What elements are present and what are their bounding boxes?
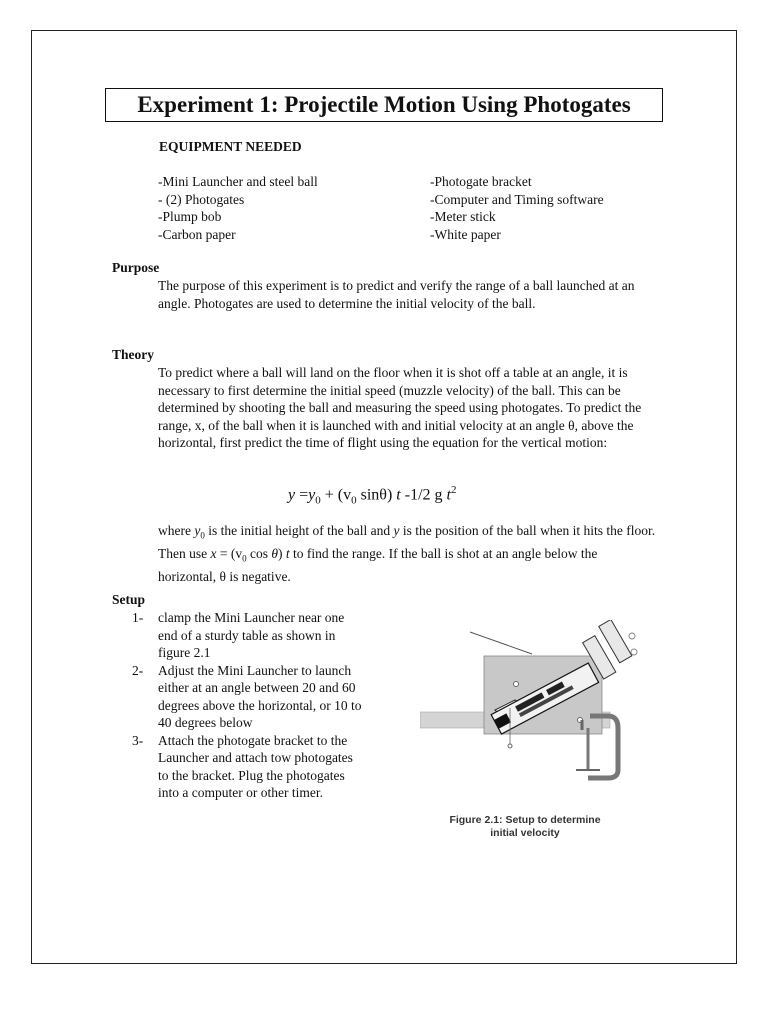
where-y0-sub: 0 bbox=[200, 530, 205, 541]
eq-t2: t bbox=[446, 486, 451, 504]
where-y: y bbox=[393, 523, 400, 538]
where-x: x bbox=[210, 546, 217, 562]
where-text: is the position of the ball when it hits the floor. Then use bbox=[158, 523, 656, 562]
where-text: to find the range. If the ball is shot at an angle below the horizontal, θ is negative. bbox=[158, 546, 598, 585]
title-box bbox=[105, 88, 663, 122]
equipment-item: -Photogate bracket bbox=[430, 174, 532, 189]
equipment-item: -Carbon paper bbox=[158, 226, 236, 242]
eq-y: y bbox=[288, 486, 296, 504]
range-explanation bbox=[158, 522, 658, 586]
eq-y0: y bbox=[308, 486, 316, 504]
equipment-item: -White paper bbox=[430, 226, 501, 242]
where-v0-sub: 0 bbox=[242, 553, 247, 564]
equipment-list-right bbox=[430, 173, 604, 243]
where-text: = (v bbox=[216, 546, 243, 562]
where-text: is the initial height of the ball and bbox=[204, 523, 394, 538]
step-number: 3- bbox=[132, 732, 144, 748]
eq-equals: = bbox=[295, 486, 309, 504]
vertical-motion-equation bbox=[288, 484, 456, 507]
equipment-item: -Mini Launcher and steel ball bbox=[158, 174, 318, 189]
figure-caption-line: initial velocity bbox=[490, 827, 560, 839]
setup-steps bbox=[132, 609, 372, 802]
figure-caption bbox=[430, 814, 620, 840]
equipment-item: -Computer and Timing software bbox=[430, 191, 604, 207]
ramrod-line bbox=[470, 632, 532, 654]
purpose-heading: Purpose bbox=[112, 260, 160, 275]
where-y0: y bbox=[194, 523, 201, 538]
step-text: Attach the photogate bracket to the Launcher and attach tow photogates to the bracket. Plug the photogates into a computer or other timer. bbox=[158, 732, 353, 800]
where-text: where bbox=[158, 523, 195, 538]
setup-heading: Setup bbox=[112, 592, 146, 607]
where-text: ) bbox=[277, 546, 286, 562]
setup-step bbox=[132, 732, 372, 802]
equipment-heading: EQUIPMENT NEEDED bbox=[159, 139, 302, 154]
setup-step bbox=[132, 662, 372, 732]
purpose-text: The purpose of this experiment is to predict and verify the range of a ball launched at an angle. Photogates are used to determine the initial velocity of the ball. bbox=[158, 278, 635, 311]
where-text: cos bbox=[246, 546, 272, 562]
launcher-setup-figure bbox=[420, 620, 650, 810]
setup-step bbox=[132, 609, 372, 662]
eq-sin: sinθ) bbox=[356, 486, 397, 504]
equipment-item: -Meter stick bbox=[430, 209, 496, 224]
theory-text: To predict where a ball will land on the floor when it is shot off a table at an angle, it is necessary to first determine the initial speed (muzzle velocity) of the ball. This can be determined by shooting the ball and measuring the speed using photogates. To predict the range, x, of the ball when it is launched with and initial velocity at an angle θ, above the horizontal, first predict the time of flight using the equation for the vertical motion: bbox=[158, 365, 642, 450]
equipment-item: - (2) Photogates bbox=[158, 191, 245, 207]
step-text: clamp the Mini Launcher near one end of a sturdy table as shown in figure 2.1 bbox=[158, 610, 345, 660]
step-number: 2- bbox=[132, 662, 144, 678]
page-title: Experiment 1: Projectile Motion Using Photogates bbox=[137, 92, 631, 117]
theory-heading: Theory bbox=[112, 347, 154, 362]
eq-v0-sub: 0 bbox=[351, 494, 357, 507]
eq-rest: -1/2 g bbox=[400, 486, 447, 504]
eq-sup: 2 bbox=[450, 484, 457, 496]
where-theta: θ bbox=[271, 546, 278, 562]
equipment-item: -Plump bob bbox=[158, 209, 222, 224]
eq-y0-sub: 0 bbox=[315, 494, 321, 507]
equipment-list-left bbox=[158, 173, 318, 243]
eq-t: t bbox=[396, 486, 401, 504]
pivot-hole bbox=[514, 682, 519, 687]
eq-plus: + (v bbox=[320, 486, 352, 504]
where-t: t bbox=[285, 546, 290, 562]
figure-caption-line: Figure 2.1: Setup to determine bbox=[449, 814, 601, 826]
step-number: 1- bbox=[132, 610, 144, 625]
step-text: Adjust the Mini Launcher to launch either at an angle between 20 and 60 degrees above the horizontal, or 10 to 40 degrees below bbox=[158, 662, 362, 730]
